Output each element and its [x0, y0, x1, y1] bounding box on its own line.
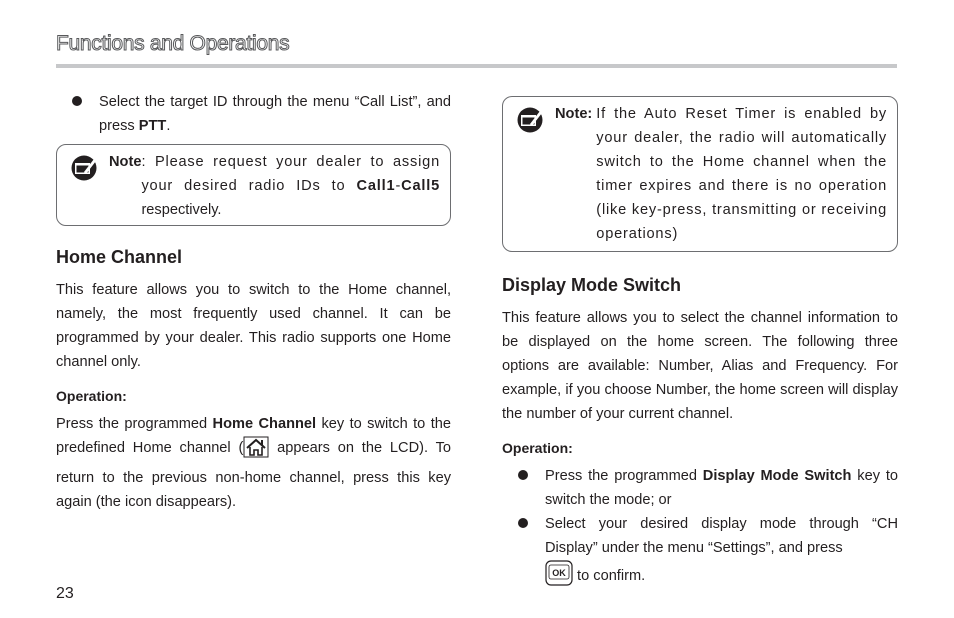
display-mode-paragraph: This feature allows you to select the channel information to be displayed on the home screen. The following three options are available: Number, Alias and Frequency. For example, if you choose Number, the home screen will display the number of your current channel.	[502, 310, 898, 422]
ok-key-icon	[545, 560, 573, 594]
bullet-dot	[72, 96, 82, 106]
home-channel-heading: Home Channel	[56, 247, 183, 267]
svg-text:OK: OK	[552, 568, 566, 578]
home-icon	[243, 436, 269, 466]
page-number: 23	[56, 585, 74, 602]
note-box-auto-reset	[502, 96, 898, 252]
bullet-select-target-id: Select the target ID through the menu “Call List”, and press PTT.	[56, 90, 451, 138]
header-rule	[56, 64, 897, 68]
right-column	[502, 96, 898, 594]
note-text: If the Auto Reset Timer is enabled by your dealer, the radio will automatically switch to the Home channel when the timer expires and there is no operation (like key-press, transmitting or receiving operations)	[596, 106, 887, 242]
left-column	[56, 90, 451, 514]
home-channel-operation-text: Press the programmed Home Channel key to switch to the predefined Home channel ( appears on the LCD). To return to the previous non-home channel, press this key again (the icon disappears).	[56, 416, 451, 510]
note-label: Note	[109, 154, 142, 170]
bullet-dot	[518, 518, 528, 528]
display-mode-heading: Display Mode Switch	[502, 275, 682, 295]
note-label: Note:	[555, 106, 593, 122]
note-text: : Please request your dealer to assign your desired radio IDs to Call1-Call5 respectively.	[141, 154, 440, 218]
ptt-key-label: PTT	[138, 118, 167, 134]
note-box-assign-ids	[56, 144, 451, 226]
note-icon	[70, 155, 98, 189]
bullet-press-display-mode: Press the programmed Display Mode Switch key to switch the mode; or	[502, 464, 898, 512]
operation-label: Operation:	[502, 440, 573, 456]
page-header-title: Functions and Operations	[56, 32, 290, 55]
bullet-select-display-mode: Select your desired display mode through “CH Display” under the menu “Settings”, and press OK to confirm.	[502, 512, 898, 594]
operation-label: Operation:	[56, 388, 127, 404]
bullet-dot	[518, 470, 528, 480]
note-icon	[516, 107, 544, 141]
home-channel-paragraph: This feature allows you to switch to the Home channel, namely, the most frequently used channel. It can be programmed by your dealer. This radio supports one Home channel only.	[56, 282, 451, 370]
